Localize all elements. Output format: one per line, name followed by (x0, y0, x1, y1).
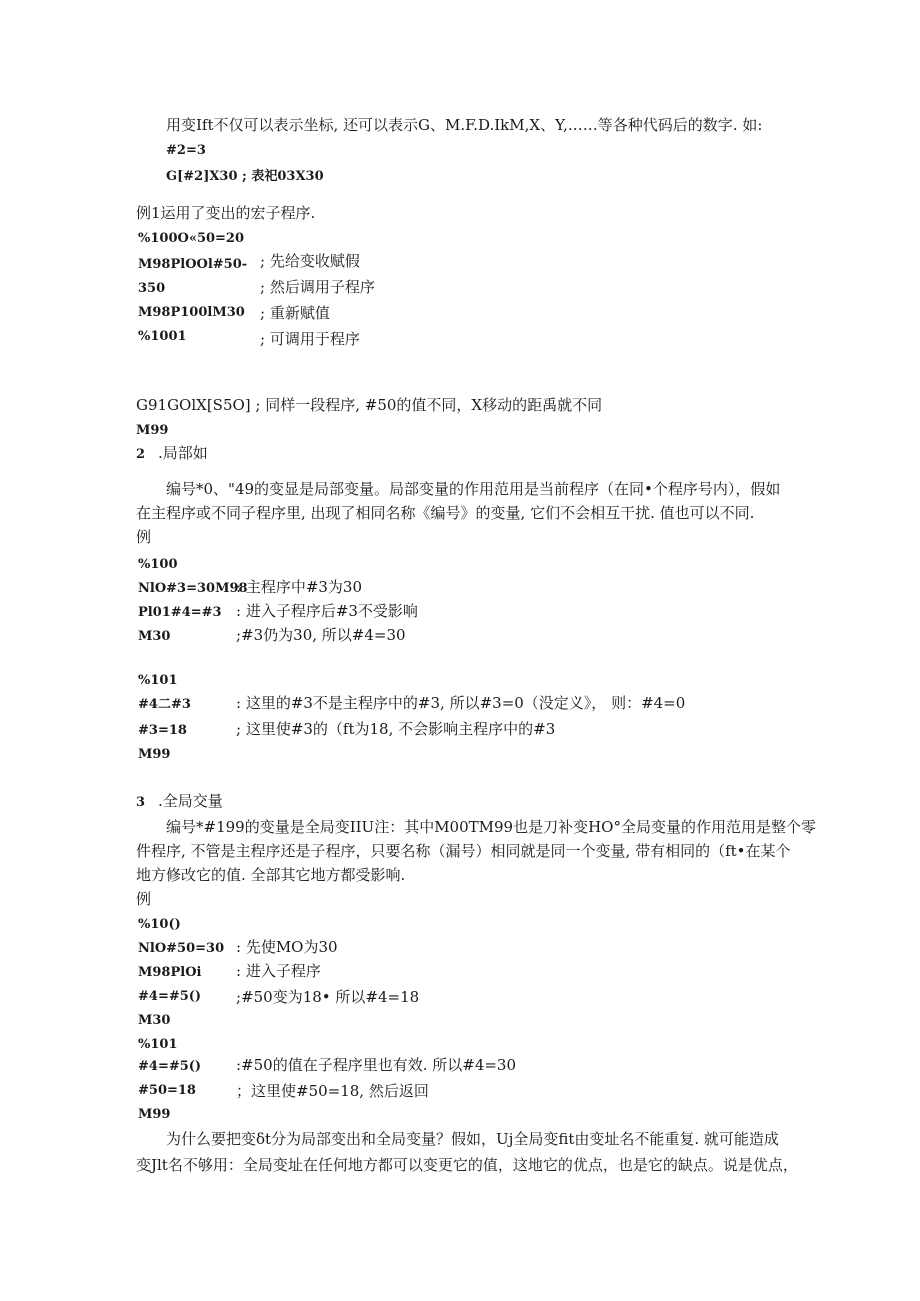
section3-number: 3 (136, 795, 146, 810)
ex1-comment-2: ; 然后调用子程序 (260, 278, 375, 296)
s3p1-comment-3: ;#50变为18• 所以#4=18 (236, 988, 420, 1006)
section3-example-label: 例 (136, 890, 152, 908)
s3p2-code-0: %101 (138, 1037, 178, 1052)
section2-para-2: 在主程序或不同子程序里, 出现了相同名称《编号》的变量, 它们不会相互干扰. 值也可以不同. (136, 504, 755, 522)
s2p2-code-0: %101 (138, 673, 178, 688)
s2p1-code-0: %100 (138, 557, 178, 572)
ex1-comment-3: ; 重新赋值 (260, 304, 330, 322)
s3p1-code-2: M98PlOi (138, 965, 202, 980)
s3p1-comment-2: : 进入子程序 (236, 962, 321, 980)
s3p2-code-2: #50=18 (138, 1083, 196, 1098)
s2p1-comment-3: ;#3仍为30, 所以#4=30 (236, 626, 406, 644)
s2p1-code-1: NlO#3=30M98 (138, 581, 248, 596)
s2p1-code-2: Pl01#4=#3 (138, 605, 222, 620)
example1-title: 例1运用了变出的宏子程序. (136, 204, 316, 222)
section3-para-3: 地方修改它的值. 全部其它地方都受影响. (136, 866, 406, 884)
s2p1-code-3: M30 (138, 629, 171, 644)
s3p2-code-3: M99 (138, 1107, 171, 1122)
ex1-comment-1: ; 先给变收赋假 (260, 252, 360, 270)
ex1-comment-4: ; 可调用于程序 (260, 330, 360, 348)
intro-line-1: 用变Ift不仅可以表示坐标, 还可以表示G、M.F.D.IkM,X、Y,……等各种代码后的数字. 如: (166, 116, 763, 134)
intro-line-3: G[#2]X30 ; 表祀03X30 (166, 169, 324, 184)
ex1-code-1: M98PlOOl#50- (138, 257, 248, 272)
section2-example-label: 例 (136, 528, 152, 546)
s2p2-comment-2: ; 这里使#3的（ft为18, 不会影响主程序中的#3 (236, 720, 556, 738)
s3p2-comment-2: ；这里使#50=18, 然后返回 (236, 1082, 429, 1100)
s2p2-code-2: #3=18 (138, 723, 187, 738)
s3p2-comment-1: :#50的值在子程序里也有效. 所以#4=30 (236, 1056, 517, 1074)
ex1-code-3: M98P100lM30 (138, 305, 245, 320)
closing-para-2: 变Jlt名不够用：全局变址在任何地方都可以变更它的值，这地它的优点，也是它的缺点。说是优点， (136, 1156, 798, 1174)
ex1-g91-line: G91GOlX[S5O] ; 同样一段程序, #50的值不同，X移动的距禹就不同 (136, 396, 603, 414)
s2p2-comment-1: : 这里的#3不是主程序中的#3, 所以#3=0（没定义》， 则：#4=0 (236, 694, 686, 712)
ex1-code-2: 350 (138, 281, 166, 296)
intro-line-2: #2=3 (166, 143, 206, 158)
s3p2-code-1: #4=#5() (138, 1059, 202, 1074)
section3-para-1: 编号*#199的变量是全局变IIU注：其中M00TM99也是刀补变HO°全局变量的作用范用是整个零 (166, 818, 816, 836)
closing-para-1: 为什么要把变δt分为局部变出和全局变量？假如，Uj全局变fit由变址名不能重复. 就可能造成 (166, 1130, 779, 1148)
ex1-m99: M99 (136, 423, 169, 438)
s3p1-code-1: NlO#50=30 (138, 941, 225, 956)
s3p1-code-4: M30 (138, 1013, 171, 1028)
section3-para-2: 件程序, 不管是主程序还是子程序，只要名称（漏号）相同就是同一个变量, 带有相同的（ft•在某个 (136, 842, 791, 860)
section3-heading: .全局交量 (158, 792, 223, 810)
ex1-code-4: %1001 (138, 329, 187, 344)
section2-para-1: 编号*0、"49的变显是局部变量。局部变量的作用范用是当前程序（在同•个程序号内），假如 (166, 480, 781, 498)
section2-number: 2 (136, 447, 146, 462)
s2p1-comment-1: : 主程序中#3为30 (236, 578, 363, 596)
s2p2-code-3: M99 (138, 747, 171, 762)
s3p1-code-0: %10() (138, 917, 181, 932)
s3p1-code-3: #4=#5() (138, 989, 202, 1004)
s3p1-comment-1: : 先使MO为30 (236, 938, 338, 956)
section2-heading: .局部如 (158, 444, 208, 462)
s2p2-code-1: #4二#3 (138, 697, 191, 712)
ex1-code-0: %100O«50=20 (138, 231, 245, 246)
s2p1-comment-2: : 进入子程序后#3不受影响 (236, 602, 418, 620)
